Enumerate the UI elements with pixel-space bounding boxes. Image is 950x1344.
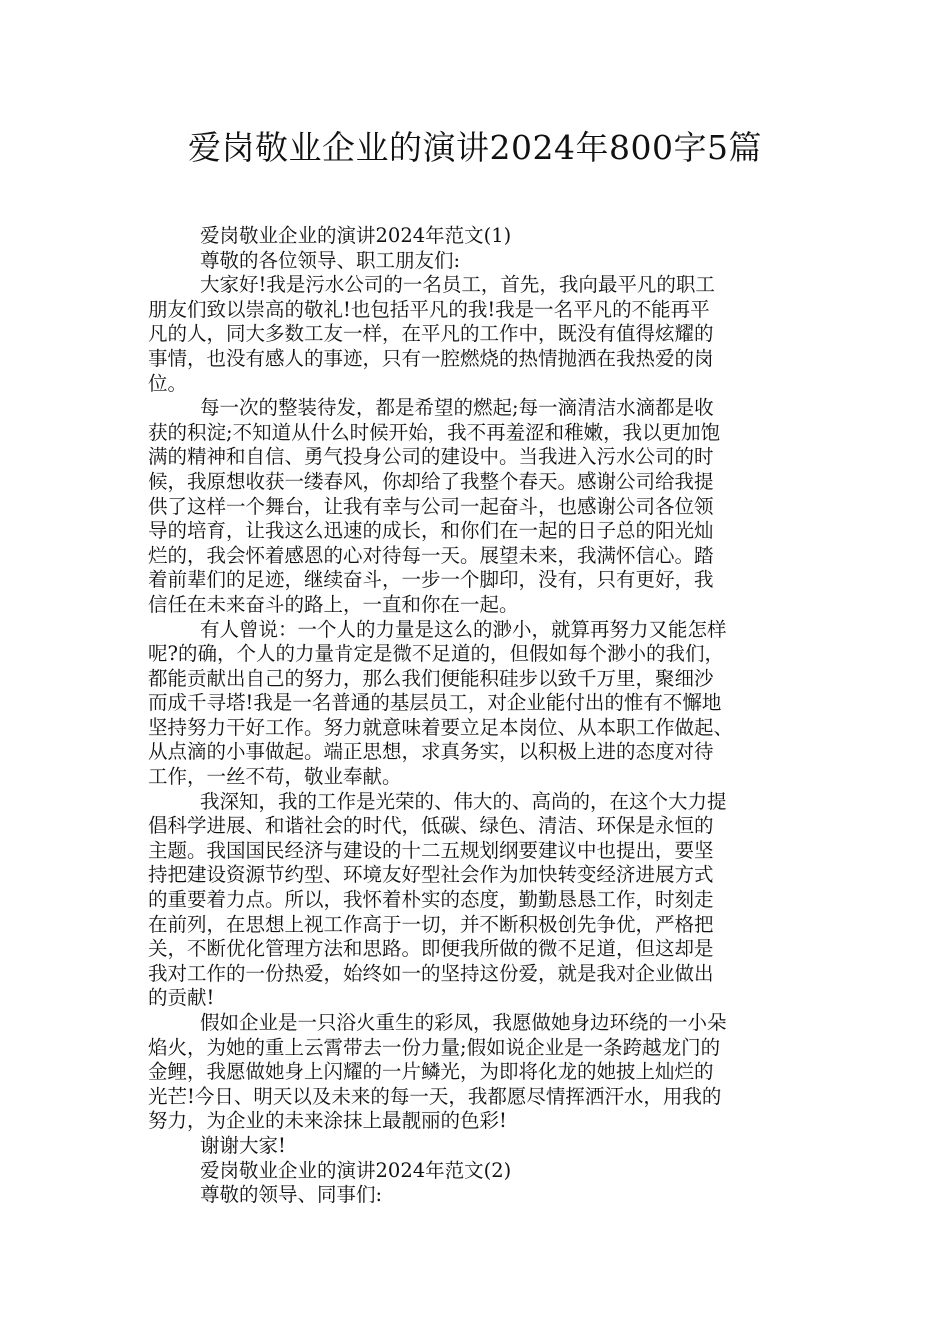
text-line: 导的培育，让我这么迅速的成长，和你们在一起的日子总的阳光灿: [148, 519, 714, 543]
text-line: 大家好!我是污水公司的一名员工，首先，我向最平凡的职工: [200, 273, 715, 297]
text-line: 主题。我国国民经济与建设的十二五规划纲要建议中也提出，要坚: [148, 838, 714, 862]
text-line: 信任在未来奋斗的路上，一直和你在一起。: [148, 592, 519, 616]
text-line: 在前列，在思想上视工作高于一切，并不断积极创先争优，严格把: [148, 912, 714, 936]
document-body: [148, 224, 812, 1208]
text-line: 坚持努力干好工作。努力就意味着要立足本岗位、从本职工作做起、: [148, 715, 734, 739]
text-line: 事情，也没有感人的事迹，只有一腔燃烧的热情抛洒在我热爱的岗: [148, 346, 714, 370]
document-title: 爱岗敬业企业的演讲2024年800字5篇: [188, 128, 762, 167]
text-line: 候，我原想收获一缕春风，你却给了我整个春天。感谢公司给我提: [148, 469, 714, 493]
text-line: 的重要着力点。所以，我怀着朴实的态度，勤勤恳恳工作，时刻走: [148, 888, 714, 912]
text-line: 供了这样一个舞台，让我有幸与公司一起奋斗，也感谢公司各位领: [148, 494, 714, 518]
text-line: 爱岗敬业企业的演讲2024年范文(1): [200, 224, 512, 247]
text-line: 努力，为企业的未来涂抹上最靓丽的色彩!: [148, 1109, 507, 1133]
text-line: 爱岗敬业企业的演讲2024年范文(2): [200, 1158, 512, 1182]
text-line: 金鲤，我愿做她身上闪耀的一片鳞光，为即将化龙的她披上灿烂的: [148, 1060, 714, 1084]
text-line: 满的精神和自信、勇气投身公司的建设中。当我进入污水公司的时: [148, 445, 714, 469]
text-line: 而成千寻塔!我是一名普通的基层员工，对企业能付出的惟有不懈地: [148, 691, 722, 715]
text-line: 我深知，我的工作是光荣的、伟大的、高尚的，在这个大力提: [200, 789, 727, 813]
text-line: 我对工作的一份热爱，始终如一的坚持这份爱，就是我对企业做出: [148, 961, 714, 985]
text-line: 获的积淀;不知道从什么时候开始，我不再羞涩和稚嫩，我以更加饱: [148, 420, 721, 444]
text-line: 都能贡献出自己的努力，那么我们便能积硅步以致千万里，聚细沙: [148, 666, 714, 690]
text-line: 每一次的整装待发，都是希望的燃起;每一滴清洁水滴都是收: [200, 396, 714, 420]
text-line: 尊敬的领导、同事们:: [200, 1183, 383, 1207]
text-line: 有人曾说：一个人的力量是这么的渺小，就算再努力又能怎样: [200, 617, 727, 641]
text-line: 的贡献!: [148, 986, 215, 1010]
text-line: 烂的，我会怀着感恩的心对待每一天。展望未来，我满怀信心。踏: [148, 543, 714, 567]
text-line: 尊敬的各位领导、职工朋友们:: [200, 248, 461, 272]
text-line: 朋友们致以崇高的敬礼!也包括平凡的我!我是一名平凡的不能再平: [148, 297, 710, 321]
text-line: 光芒!今日、明天以及未来的每一天，我都愿尽情挥洒汗水，用我的: [148, 1084, 722, 1108]
text-line: 关，不断优化管理方法和思路。即便我所做的微不足道，但这却是: [148, 937, 714, 961]
text-line: 着前辈们的足迹，继续奋斗，一步一个脚印，没有，只有更好，我: [148, 568, 714, 592]
text-line: 位。: [148, 371, 188, 395]
text-line: 倡科学进展、和谐社会的时代，低碳、绿色、清洁、环保是永恒的: [148, 814, 714, 838]
text-line: 焰火，为她的重上云霄带去一份力量;假如说企业是一条跨越龙门的: [148, 1035, 721, 1059]
text-line: 假如企业是一只浴火重生的彩凤，我愿做她身边环绕的一小朵: [200, 1011, 727, 1034]
text-line: 从点滴的小事做起。端正思想，求真务实，以积极上进的态度对待: [148, 740, 714, 764]
text-line: 工作，一丝不苟，敬业奉献。: [148, 765, 402, 789]
text-line: 持把建设资源节约型、环境友好型社会作为加快转变经济进展方式: [148, 863, 714, 887]
text-line: 凡的人，同大多数工友一样，在平凡的工作中，既没有值得炫耀的: [148, 322, 714, 346]
text-line: 呢?的确，个人的力量肯定是微不足道的，但假如每个渺小的我们，: [148, 642, 724, 666]
text-line: 谢谢大家!: [200, 1133, 286, 1157]
